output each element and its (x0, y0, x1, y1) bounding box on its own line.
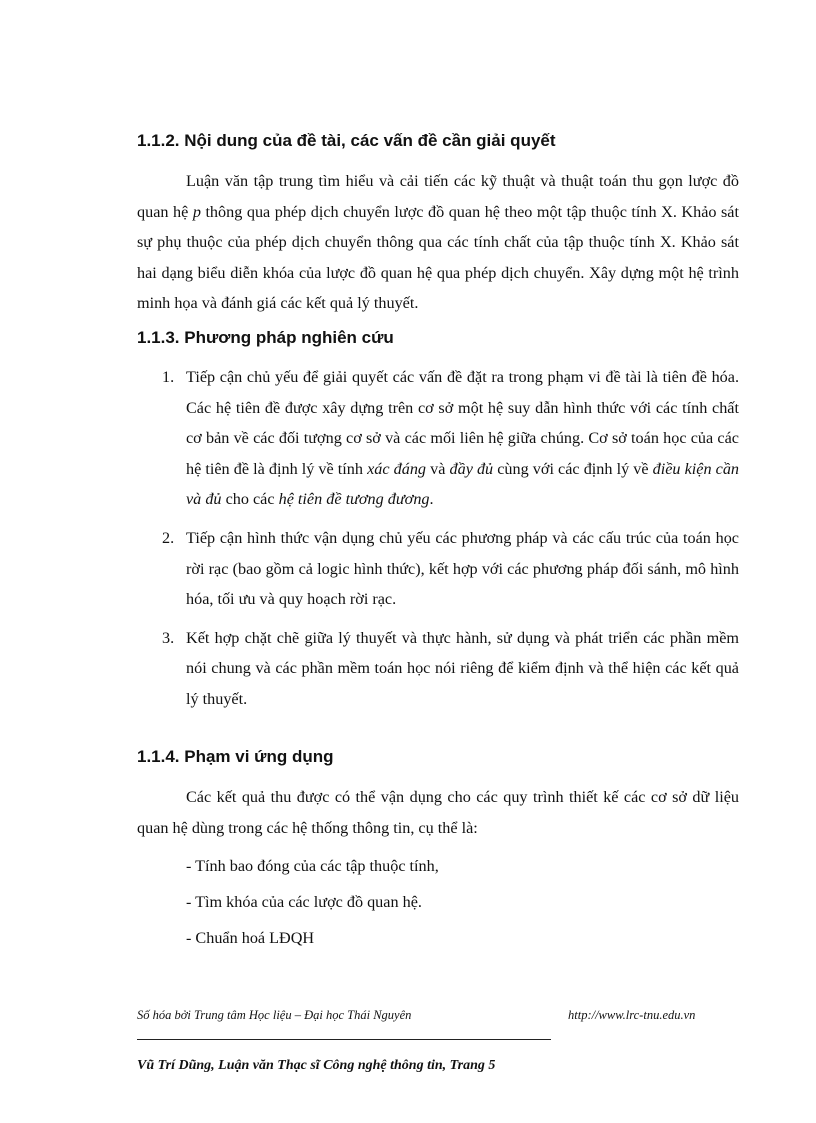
methods-list (137, 362, 739, 715)
footer-divider (137, 1039, 551, 1040)
list-item-text: Tiếp cận hình thức vận dụng chủ yếu các phương pháp và các cấu trúc của toán học rời rạc (bao gồm cả logic hình thức), kết hợp với các phương pháp đối sánh, mô hình hóa, tối ưu và quy hoạch rời rạc. (186, 528, 739, 609)
footer-digitized-note: Số hóa bởi Trung tâm Học liệu – Đại học Thái Nguyên (137, 1008, 412, 1022)
list-item (137, 523, 739, 615)
paragraph-text-part: thông qua phép dịch chuyển lược đồ quan hệ theo một tập thuộc tính X. Khảo sát sự phụ thuộc của phép dịch chuyển thông qua các tính chất của tập thuộc tính X. Khảo sát hai dạng biểu diễn khóa của lược đồ quan hệ qua phép dịch chuyển. Xây dựng một hệ trình minh họa và đánh giá các kết quả lý thuyết. (137, 202, 739, 313)
section-1-1-4-paragraph: Các kết quả thu được có thể vận dụng cho các quy trình thiết kế các cơ sở dữ liệu quan hệ dùng trong các hệ thống thông tin, cụ thể là: (137, 788, 739, 837)
list-item-text: Tiếp cận chủ yếu để giải quyết các vấn đề đặt ra trong phạm vi đề tài là tiên đề hóa. Các hệ tiên đề được xây dựng trên cơ sở một hệ suy dẫn hình thức với các tính chất cơ bản về các đối tượng cơ sở và các mối liên hệ giữa chúng. Cơ sở toán học của các hệ tiên đề là định lý về tính (186, 368, 739, 478)
emphasis-text: hệ tiên đề tương đương (278, 490, 430, 509)
list-item-text: . (429, 490, 434, 509)
footer-url: http://www.lrc-tnu.edu.vn (568, 1008, 696, 1022)
footer-author-page: Vũ Trí Dũng, Luận văn Thạc sĩ Công nghệ thông tin, Trang 5 (137, 1058, 496, 1073)
emphasis-text: đầy đủ (449, 459, 494, 478)
list-item-number: 2. (162, 528, 175, 547)
bullet-item: - Chuẩn hoá LĐQH (186, 929, 315, 947)
emphasis-text: xác đáng (367, 459, 427, 478)
list-item (137, 362, 739, 515)
section-1-1-2-paragraph (137, 166, 739, 319)
list-item-text: và (426, 459, 450, 478)
section-heading-1-1-3: 1.1.3. Phương pháp nghiên cứu (137, 328, 394, 347)
list-item-text: cùng với các định lý về (493, 459, 653, 478)
bullet-item: - Tìm khóa của các lược đồ quan hệ. (186, 893, 422, 911)
list-item-text: cho các (221, 490, 279, 509)
variable-p: p (192, 202, 201, 221)
emphasis-text: điều kiện cần và đủ (186, 459, 740, 509)
list-item-text: Kết hợp chặt chẽ giữa lý thuyết và thực hành, sử dụng và phát triển các phần mềm nói chung và các phần mềm toán học nói riêng để kiểm định và thể hiện các kết quả lý thuyết. (186, 628, 739, 708)
bullet-item: - Tính bao đóng của các tập thuộc tính, (186, 857, 439, 875)
list-item (137, 623, 739, 715)
paragraph-text-part: Luận văn tập trung tìm hiểu và cải tiến các kỹ thuật và thuật toán thu gọn lược đồ quan hệ (137, 172, 739, 221)
list-item-number: 1. (162, 368, 175, 386)
section-heading-1-1-4: 1.1.4. Phạm vi ứng dụng (137, 747, 334, 766)
section-heading-1-1-2: 1.1.2. Nội dung của đề tài, các vấn đề cần giải quyết (137, 131, 556, 150)
list-item-number: 3. (162, 628, 175, 647)
